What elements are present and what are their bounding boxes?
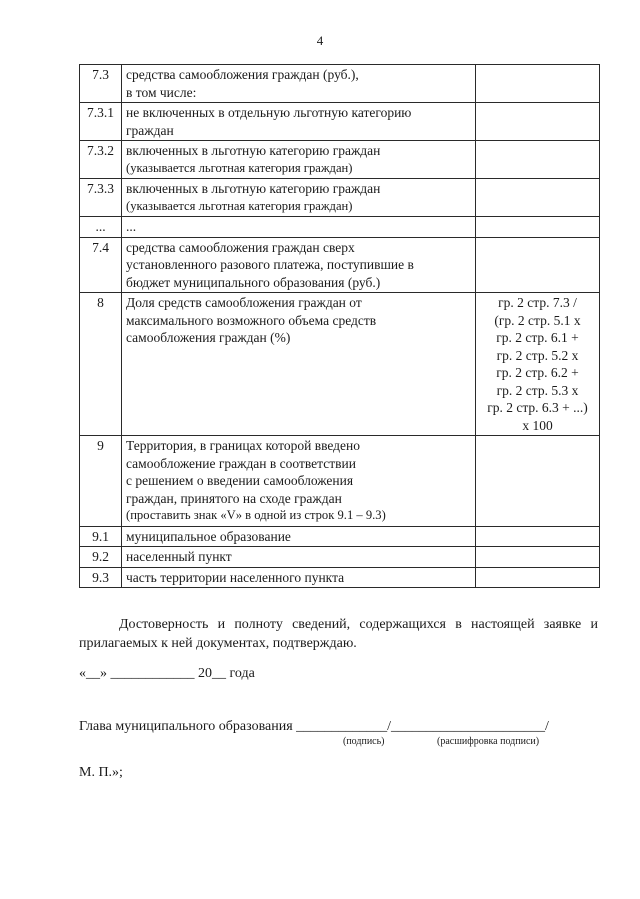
row-description <box>122 293 476 436</box>
description-line: не включенных в отдельную льготную категорию <box>126 105 412 120</box>
row-description <box>122 179 476 217</box>
table-row <box>80 65 600 103</box>
description-line: Территория, в границах которой введено <box>126 438 361 453</box>
formula-line: гр. 2 стр. 6.1 + <box>496 330 579 345</box>
row-description <box>122 567 476 588</box>
description-line: включенных в льготную категорию граждан <box>126 181 381 196</box>
confirmation-line-1: Достоверность и полноту сведений, содержащихся в настоящей заявке и <box>119 617 598 632</box>
description-line: ... <box>126 219 137 234</box>
row-number: 9 <box>80 436 122 527</box>
table-row <box>80 547 600 568</box>
formula-line: гр. 2 стр. 5.2 x <box>496 347 579 363</box>
row-description <box>122 237 476 293</box>
formula-line: гр. 2 стр. 7.3 / <box>498 295 577 310</box>
signature-field: _____________/______________________/ <box>296 719 549 734</box>
table-row <box>80 237 600 293</box>
date-line: «__» ____________ 20__ года <box>79 666 255 681</box>
signature-label: Глава муниципального образования <box>79 719 293 734</box>
page-number: 4 <box>316 33 324 48</box>
formula-line: x 100 <box>522 417 553 433</box>
description-line: средства самообложения граждан сверх <box>126 239 355 255</box>
row-value <box>476 217 600 238</box>
row-description <box>122 436 476 527</box>
confirmation-paragraph <box>79 615 598 653</box>
row-value <box>476 547 600 568</box>
row-value <box>476 65 600 103</box>
confirmation-line-2: прилагаемых к ней документах, подтверждаю. <box>79 636 357 651</box>
description-line: самообложения граждан (%) <box>126 330 291 345</box>
row-description <box>122 217 476 238</box>
description-line: (проставить знак «V» в одной из строк 9.1 – 9.3) <box>126 508 386 522</box>
description-line: граждан <box>126 122 174 138</box>
description-line: самообложение граждан в соответствии <box>126 455 356 471</box>
row-number: 7.3.1 <box>80 103 122 141</box>
description-line: (указывается льготная категория граждан) <box>126 160 353 175</box>
description-line: часть территории населенного пункта <box>126 569 345 585</box>
table-row <box>80 103 600 141</box>
row-value <box>476 103 600 141</box>
table-row <box>80 567 600 588</box>
row-number: 9.1 <box>80 526 122 547</box>
description-line: максимального возможного объема средств <box>126 312 377 328</box>
row-number: 9.2 <box>80 547 122 568</box>
row-value <box>476 567 600 588</box>
row-number: 7.4 <box>80 237 122 293</box>
signature-caption: (подпись) <box>343 736 385 747</box>
description-line: граждан, принятого на сходе граждан <box>126 490 342 506</box>
row-value <box>476 237 600 293</box>
formula-line: (гр. 2 стр. 5.1 x <box>494 312 581 328</box>
seal-place: М. П.»; <box>79 765 123 780</box>
description-line: с решением о введении самообложения <box>126 473 354 488</box>
description-line: муниципальное образование <box>126 528 291 544</box>
row-value <box>476 293 600 436</box>
row-value <box>476 141 600 179</box>
formula-line: гр. 2 стр. 6.3 + ...) <box>487 400 588 415</box>
table-row <box>80 217 600 238</box>
description-line: Доля средств самообложения граждан от <box>126 295 362 310</box>
table-row <box>80 526 600 547</box>
row-number: 9.3 <box>80 567 122 588</box>
formula-line: гр. 2 стр. 5.3 x <box>496 382 579 398</box>
description-line: установленного разового платежа, поступившие в <box>126 257 414 272</box>
formula-line: гр. 2 стр. 6.2 + <box>496 365 579 380</box>
description-line: в том числе: <box>126 84 197 100</box>
description-line: бюджет муниципального образования (руб.) <box>126 274 381 290</box>
table-row <box>80 436 600 527</box>
table-row <box>80 179 600 217</box>
row-number: 7.3.3 <box>80 179 122 217</box>
row-number: 7.3.2 <box>80 141 122 179</box>
description-line: включенных в льготную категорию граждан <box>126 143 381 158</box>
row-description <box>122 526 476 547</box>
row-description <box>122 547 476 568</box>
row-value <box>476 436 600 527</box>
description-line: средства самообложения граждан (руб.), <box>126 67 359 82</box>
row-number: ... <box>80 217 122 238</box>
row-description <box>122 65 476 103</box>
row-value <box>476 179 600 217</box>
row-number: 7.3 <box>80 65 122 103</box>
table-row <box>80 293 600 436</box>
row-value <box>476 526 600 547</box>
signature-decode-caption: (расшифровка подписи) <box>437 736 540 747</box>
description-line: населенный пункт <box>126 549 232 564</box>
row-description <box>122 103 476 141</box>
row-number: 8 <box>80 293 122 436</box>
table-row <box>80 141 600 179</box>
row-description <box>122 141 476 179</box>
signature-row <box>79 719 549 735</box>
indicators-table <box>79 64 600 588</box>
description-line: (указывается льготная категория граждан) <box>126 198 353 213</box>
